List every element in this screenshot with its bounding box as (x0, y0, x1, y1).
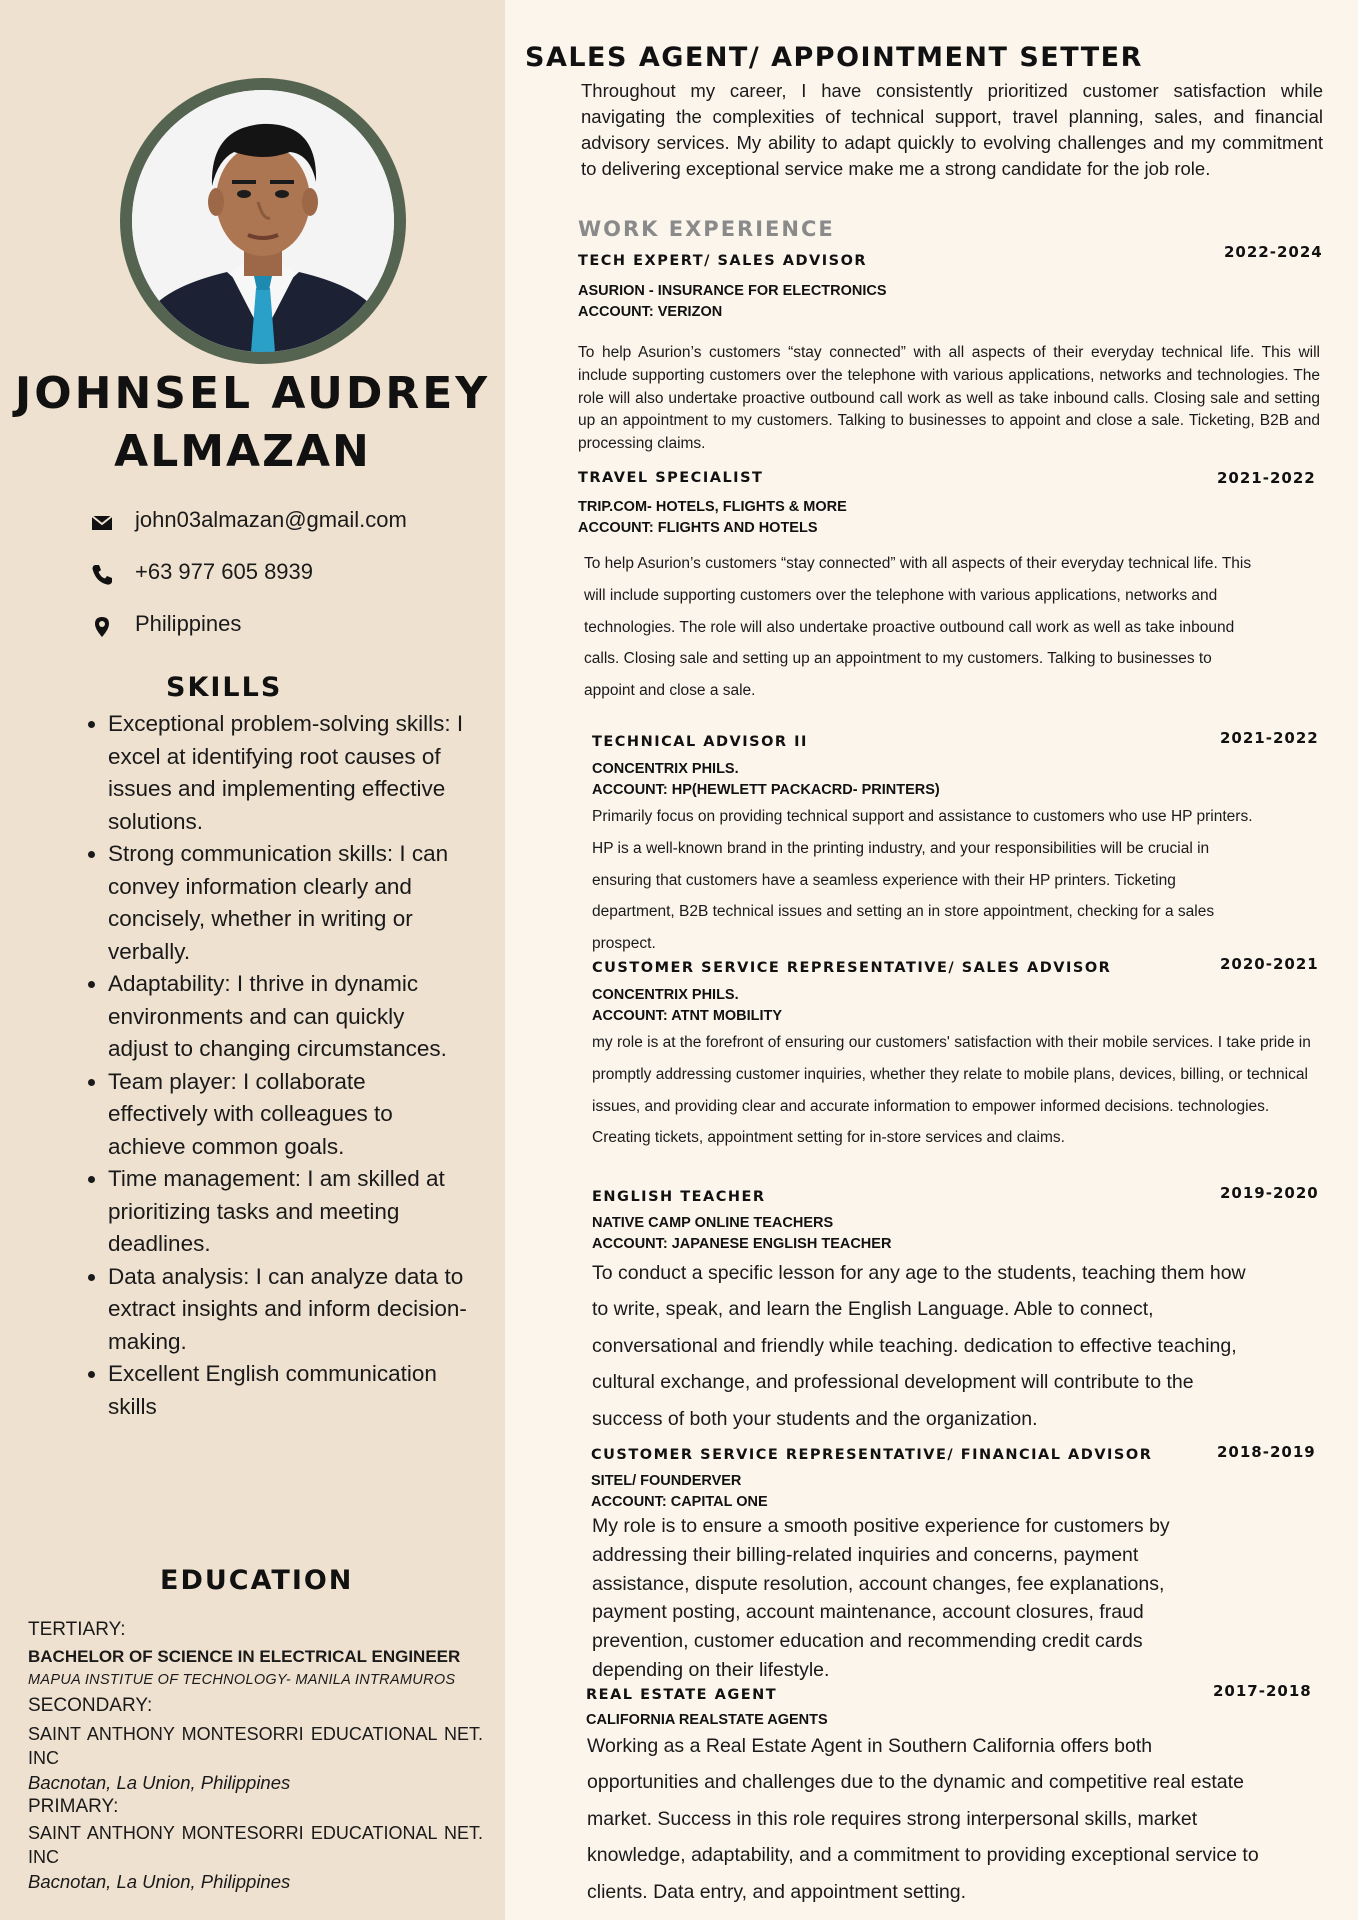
skill-item: • Exceptional problem-solving skills: I excel at identifying root causes of issues and implementing effective solutions. (108, 708, 468, 838)
job-account: ACCOUNT: FLIGHTS AND HOTELS (578, 520, 818, 536)
job-account: ACCOUNT: CAPITAL ONE (591, 1494, 768, 1510)
skill-item: • Strong communication skills: I can convey information clearly and concisely, whether in writing or verbally. (108, 838, 468, 968)
job-title-heading: SALES AGENT/ APPOINTMENT SETTER (525, 42, 1143, 73)
job-years: 2022-2024 (1224, 243, 1323, 261)
skill-item: • Adaptability: I thrive in dynamic environments and can quickly adjust to changing circumstances. (108, 968, 468, 1066)
job-account: ACCOUNT: JAPANESE ENGLISH TEACHER (592, 1236, 892, 1252)
skills-heading: SKILLS (166, 672, 283, 703)
job-company: CONCENTRIX PHILS. (592, 987, 739, 1003)
job-description: To help Asurion’s customers “stay connected” with all aspects of their everyday technical life. This will include supporting customers over the telephone with various applications, networks and technologies. The role will also undertake proactive outbound call work as well as take inbound calls. Closing sale and setting up an appointment to my customers. Talking to businesses to appoint and close a sale. (584, 555, 1252, 700)
skill-item: • Time management: I am skilled at prioritizing tasks and meeting deadlines. (108, 1163, 468, 1261)
job-account: ACCOUNT: ATNT MOBILITY (592, 1008, 783, 1024)
email-text: john03almazan@gmail.com (135, 507, 407, 532)
sidebar (0, 0, 505, 1920)
edu-tertiary-school: MAPUA INSTITUE OF TECHNOLOGY- MANILA INTRAMUROS (28, 1672, 456, 1688)
job-company: TRIP.COM- HOTELS, FLIGHTS & MORE (578, 499, 847, 515)
job-description: To conduct a specific lesson for any age to the students, teaching them how to write, speak, and learn the English Language. Able to connect, conversational and friendly while teaching. dedication to effective teaching, cultural exchange, and professional development will contribute to the success of both your students and the organization. (592, 1262, 1246, 1430)
edu-secondary-school: SAINT ANTHONY MONTESORRI EDUCATIONAL NET. (28, 1724, 483, 1744)
skill-item: • Team player: I collaborate effectively with colleagues to achieve common goals. (108, 1066, 468, 1164)
skill-item: • Excellent English communication skills (108, 1358, 468, 1423)
contact-phone (90, 559, 490, 589)
profile-photo (132, 90, 394, 352)
education-heading: EDUCATION (160, 1565, 354, 1596)
job-title: ENGLISH TEACHER (592, 1189, 766, 1205)
profile-photo-illustration (132, 90, 394, 352)
job-title: REAL ESTATE AGENT (586, 1687, 778, 1703)
edu-tertiary-degree: BACHELOR OF SCIENCE IN ELECTRICAL ENGINEER (28, 1647, 461, 1666)
job-company: CONCENTRIX PHILS. (592, 761, 739, 777)
skills-list (70, 708, 468, 1423)
contact-location (90, 611, 490, 641)
candidate-last-name: ALMAZAN (114, 426, 371, 477)
skill-item: • Data analysis: I can analyze data to extract insights and inform decision-making. (108, 1261, 468, 1359)
job-title: TECHNICAL ADVISOR II (592, 734, 808, 750)
edu-secondary-label: SECONDARY: (28, 1695, 153, 1716)
job-description: My role is to ensure a smooth positive experience for customers by addressing their billing-related inquiries and concerns, payment assistance, dispute resolution, account changes, fee explanations, payment posting, account maintenance, account closures, fraud prevention, customer education and recommending credit cards depending on their lifestyle. (592, 1515, 1170, 1681)
job-years: 2020-2021 (1220, 955, 1319, 973)
job-description: Working as a Real Estate Agent in Southern California offers both opportunities and challenges due to the dynamic and competitive real estate market. Success in this role requires strong interpersonal skills, market knowledge, adaptability, and a commitment to providing exceptional service to clients. Data entry, and appointment setting. (587, 1735, 1259, 1903)
work-experience-heading: WORK EXPERIENCE (578, 217, 835, 241)
edu-primary-label: PRIMARY: (28, 1796, 119, 1817)
edu-primary-school-cont: INC (28, 1847, 59, 1867)
location-text: Philippines (135, 611, 242, 636)
edu-primary-school: SAINT ANTHONY MONTESORRI EDUCATIONAL NET. (28, 1823, 483, 1843)
job-description: Primarily focus on providing technical support and assistance to customers who use HP printers. HP is a well-known brand in the printing industry, and your responsibilities will be crucial in ensuring that customers have a seamless experience with their HP printers. Ticketing department, B2B technical issues and setting an in store appointment, checking for a sales prospect. (592, 808, 1253, 953)
phone-icon (90, 563, 114, 587)
envelope-icon (90, 511, 114, 535)
job-title: TRAVEL SPECIALIST (578, 470, 764, 486)
edu-tertiary-label: TERTIARY: (28, 1619, 126, 1640)
edu-secondary-school-cont: INC (28, 1748, 59, 1768)
profile-summary: Throughout my career, I have consistently prioritized customer satisfaction while navigating the complexities of technical support, travel planning, sales, and financial advisory services. My ability to adapt quickly to evolving challenges and my commitment to delivering exceptional service make me a strong candidate for the job role. (581, 80, 1323, 179)
job-years: 2017-2018 (1213, 1682, 1312, 1700)
job-years: 2021-2022 (1220, 729, 1319, 747)
map-pin-icon (90, 615, 114, 639)
phone-text: +63 977 605 8939 (135, 559, 314, 584)
job-title: TECH EXPERT/ SALES ADVISOR (578, 253, 868, 269)
job-title: CUSTOMER SERVICE REPRESENTATIVE/ SALES ADVISOR (592, 960, 1112, 976)
job-account: ACCOUNT: VERIZON (578, 304, 723, 320)
job-description: my role is at the forefront of ensuring our customers' satisfaction with their mobile services. I take pride in promptly addressing customer inquiries, whether they relate to mobile plans, devices, billing, or technical issues, and providing clear and accurate information to empower informed decisions. technologies. Creating tickets, appointment setting for in-store services and claims. (592, 1034, 1311, 1147)
job-years: 2019-2020 (1220, 1184, 1319, 1202)
job-title: CUSTOMER SERVICE REPRESENTATIVE/ FINANCIAL ADVISOR (591, 1447, 1153, 1463)
edu-primary-location: Bacnotan, La Union, Philippines (28, 1871, 291, 1892)
job-years: 2018-2019 (1217, 1443, 1316, 1461)
job-company: ASURION - INSURANCE FOR ELECTRONICS (578, 283, 887, 299)
job-account: ACCOUNT: HP(HEWLETT PACKACRD- PRINTERS) (592, 782, 940, 798)
job-years: 2021-2022 (1217, 469, 1316, 487)
candidate-first-name: JOHNSEL AUDREY (14, 368, 491, 419)
job-company: CALIFORNIA REALSTATE AGENTS (586, 1712, 828, 1728)
contact-email (90, 507, 490, 537)
edu-secondary-location: Bacnotan, La Union, Philippines (28, 1772, 291, 1793)
profile-photo-frame (120, 78, 406, 364)
job-description: To help Asurion’s customers “stay connected” with all aspects of their everyday technical life. This will include supporting customers over the telephone with various applications, networks and technologies. The role will also undertake proactive outbound call work as well as take inbound calls. Closing sale and setting up an appointment to my customers. Talking to businesses to appoint and close a sale. Ticketing, B2B and processing claims. (578, 344, 1320, 453)
job-company: SITEL/ FOUNDERVER (591, 1473, 742, 1489)
job-company: NATIVE CAMP ONLINE TEACHERS (592, 1215, 834, 1231)
